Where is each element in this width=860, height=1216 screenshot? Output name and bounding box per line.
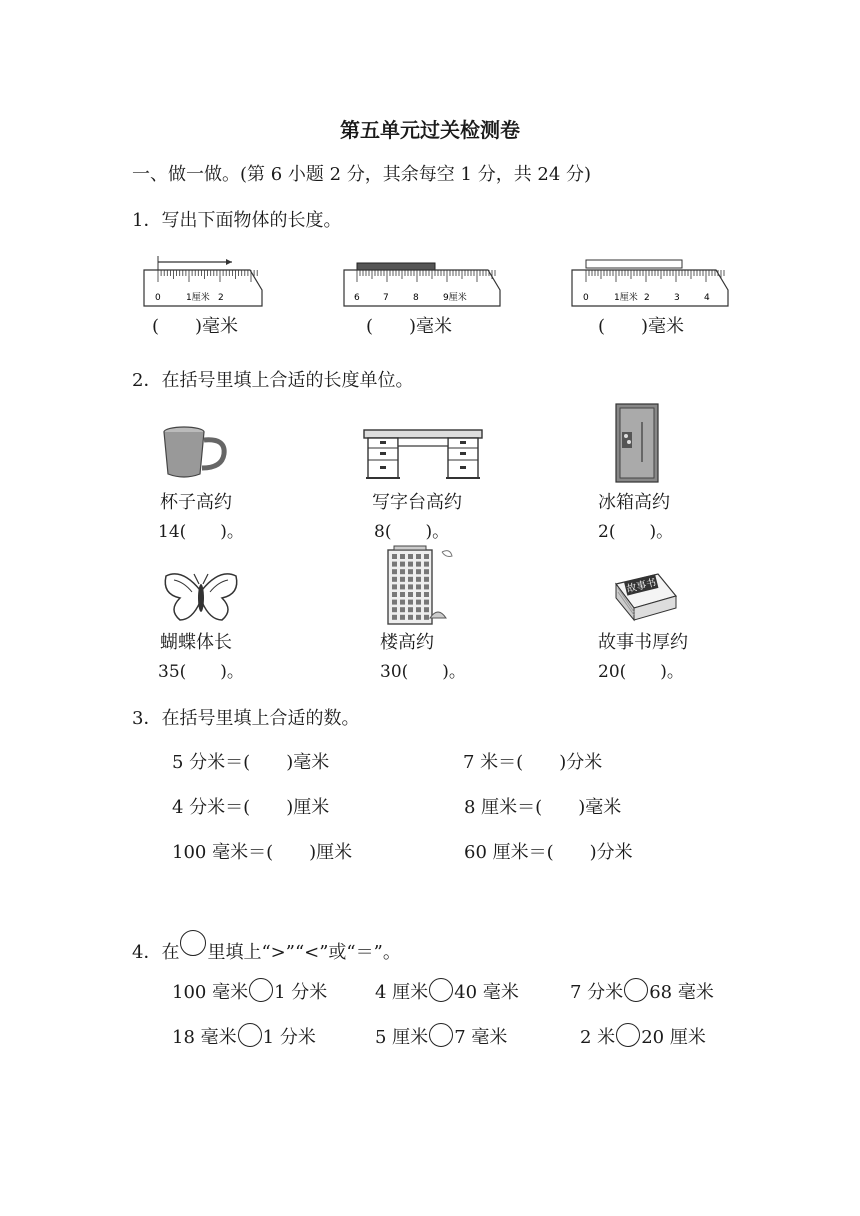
building-window: [424, 592, 429, 597]
building-window: [408, 615, 413, 620]
building-window: [416, 554, 421, 559]
building-window: [400, 584, 405, 589]
building-window: [408, 554, 413, 559]
building-window: [408, 607, 413, 612]
building-window: [424, 607, 429, 612]
building-window: [400, 592, 405, 597]
building-window: [400, 554, 405, 559]
item-label: 冰箱高约: [598, 492, 670, 513]
building-window: [416, 584, 421, 589]
book-icon: [610, 570, 680, 622]
ruler-tick-label: 0: [155, 293, 161, 303]
building-window: [408, 584, 413, 589]
building-window: [392, 592, 397, 597]
compare-circle[interactable]: [249, 978, 273, 1002]
item-label: 杯子高约: [160, 492, 232, 513]
building-window: [408, 562, 413, 567]
conversion-item[interactable]: 4 分米＝( )厘米: [172, 797, 330, 818]
ruler-tick-label: 2: [644, 293, 650, 303]
building-window: [392, 607, 397, 612]
compare-circle[interactable]: [624, 978, 648, 1002]
building-window: [424, 562, 429, 567]
building-window: [416, 600, 421, 605]
desk-icon: [364, 428, 484, 484]
ruler-tick-label: 1厘米: [186, 293, 210, 303]
building-window: [400, 562, 405, 567]
building-window: [408, 600, 413, 605]
question-1-prompt: 1．写出下面物体的长度。: [132, 210, 342, 231]
ruler-2: [340, 250, 510, 310]
ruler-2-answer[interactable]: ( )毫米: [366, 316, 453, 337]
compare-circle[interactable]: [616, 1023, 640, 1047]
conversion-item[interactable]: 5 分米＝( )毫米: [172, 752, 330, 773]
item-answer[interactable]: 20( )。: [598, 662, 684, 682]
building-window: [416, 569, 421, 574]
book-title: 故事书: [625, 577, 658, 596]
building-window: [400, 615, 405, 620]
conversion-item[interactable]: 60 厘米＝( )分米: [464, 842, 633, 863]
building-window: [424, 554, 429, 559]
fridge-icon: [614, 402, 664, 486]
item-label: 故事书厚约: [598, 632, 688, 653]
building-window: [424, 584, 429, 589]
compare-circle[interactable]: [429, 1023, 453, 1047]
ruler-tick-label: 2: [218, 293, 224, 303]
item-answer[interactable]: 35( )。: [158, 662, 244, 682]
conversion-item[interactable]: 8 厘米＝( )毫米: [464, 797, 622, 818]
ruler-tick-label: 3: [674, 293, 680, 303]
cup-icon: [160, 424, 240, 484]
building-window: [424, 577, 429, 582]
item-answer[interactable]: 2( )。: [598, 522, 674, 542]
building-window: [392, 577, 397, 582]
building-window: [408, 569, 413, 574]
building-window: [424, 615, 429, 620]
building-window: [424, 569, 429, 574]
item-label: 蝴蝶体长: [160, 632, 232, 653]
building-window: [408, 592, 413, 597]
item-answer[interactable]: 8( )。: [374, 522, 450, 542]
building-window: [400, 569, 405, 574]
section-heading: 一、做一做。(第 6 小题 2 分，其余每空 1 分，共 24 分): [132, 164, 592, 185]
question-4-prompt: 4．在 里填上“>”“<”或“＝”。: [132, 930, 401, 964]
building-window: [416, 562, 421, 567]
compare-item: 5 厘米 7 毫米: [375, 1023, 507, 1049]
ruler-tick-label: 9厘米: [443, 293, 467, 303]
ruler-1: [140, 250, 270, 310]
ruler-tick-label: 6: [354, 293, 360, 303]
compare-circle-example: [180, 930, 206, 956]
building-window: [400, 600, 405, 605]
building-window: [392, 554, 397, 559]
compare-circle[interactable]: [238, 1023, 262, 1047]
compare-item: 7 分米 68 毫米: [570, 978, 714, 1004]
conversion-item[interactable]: 7 米＝( )分米: [463, 752, 603, 773]
building-window: [392, 562, 397, 567]
butterfly-icon: [162, 568, 240, 624]
compare-item: 4 厘米 40 毫米: [375, 978, 519, 1004]
ruler-1-answer[interactable]: ( )毫米: [152, 316, 239, 337]
building-window: [416, 615, 421, 620]
ruler-tick-label: 1厘米: [614, 293, 638, 303]
item-label: 楼高约: [380, 632, 434, 653]
ruler-3: [568, 250, 738, 310]
building-window: [416, 577, 421, 582]
building-window: [392, 600, 397, 605]
conversion-item[interactable]: 100 毫米＝( )厘米: [172, 842, 353, 863]
building-window: [392, 584, 397, 589]
compare-item: 2 米 20 厘米: [580, 1023, 706, 1049]
item-answer[interactable]: 14( )。: [158, 522, 244, 542]
building-icon: [382, 544, 454, 626]
building-window: [416, 592, 421, 597]
compare-item: 18 毫米 1 分米: [172, 1023, 316, 1049]
building-window: [392, 615, 397, 620]
ruler-tick-label: 8: [413, 293, 419, 303]
compare-circle[interactable]: [429, 978, 453, 1002]
page-title: 第五单元过关检测卷: [340, 118, 520, 142]
question-2-prompt: 2．在括号里填上合适的长度单位。: [132, 370, 414, 391]
ruler-tick-label: 7: [383, 293, 389, 303]
item-label: 写字台高约: [372, 492, 462, 513]
question-3-prompt: 3．在括号里填上合适的数。: [132, 708, 360, 729]
building-window: [392, 569, 397, 574]
ruler-tick-label: 4: [704, 293, 710, 303]
compare-item: 100 毫米 1 分米: [172, 978, 327, 1004]
building-window: [424, 600, 429, 605]
ruler-tick-label: 0: [583, 293, 589, 303]
ruler-3-answer[interactable]: ( )毫米: [598, 316, 685, 337]
item-answer[interactable]: 30( )。: [380, 662, 466, 682]
building-window: [400, 607, 405, 612]
building-window: [400, 577, 405, 582]
building-window: [408, 577, 413, 582]
building-window: [416, 607, 421, 612]
